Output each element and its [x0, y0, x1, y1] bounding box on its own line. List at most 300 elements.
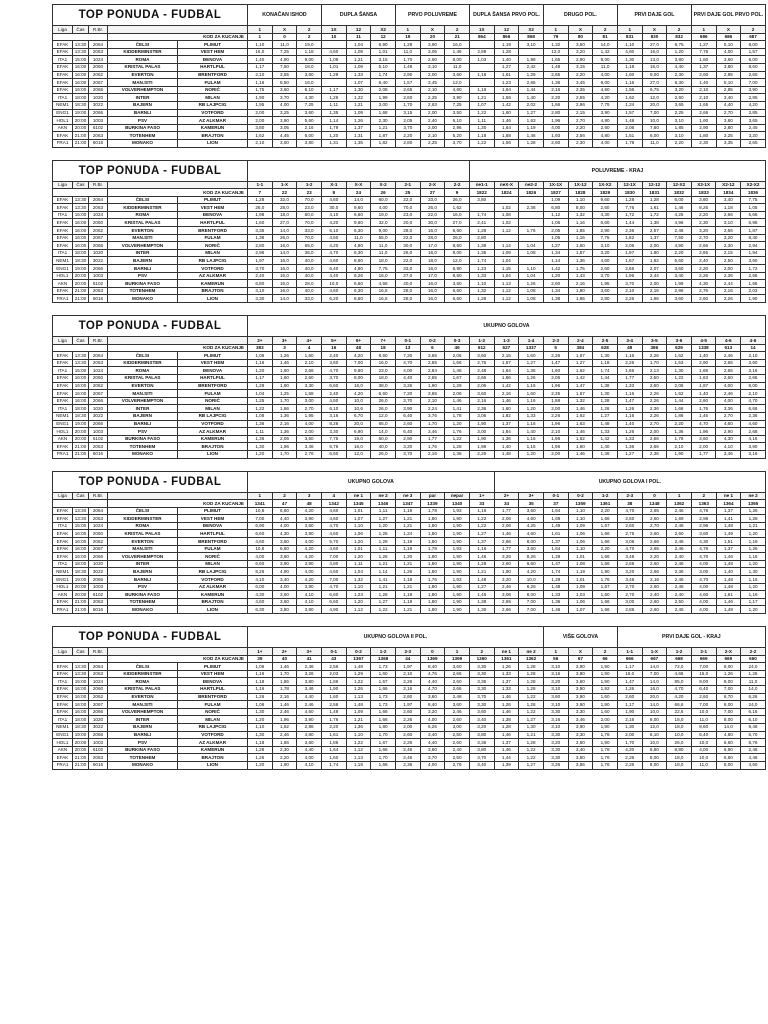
odds-value: 2,00: [543, 405, 568, 413]
match-home-team: BARNLI: [108, 420, 178, 428]
odds-value: 2,60: [716, 374, 741, 382]
bet-code: 1832: [667, 189, 692, 197]
match-time: 13:30: [73, 359, 89, 367]
odds-value: 3,60: [272, 591, 297, 599]
odds-value: 1,90: [445, 583, 470, 591]
odds-value: 3,60: [469, 390, 494, 398]
odds-value: 1,30: [469, 606, 494, 614]
odds-value: 3,10: [543, 685, 568, 693]
odds-value: 1,40: [617, 420, 642, 428]
odds-value: 1,48: [494, 450, 519, 458]
outcome-label: X-1: [321, 181, 346, 189]
odds-value: 1,90: [445, 606, 470, 614]
odds-value: 1,16: [248, 685, 273, 693]
section-title: TOP PONUDA - FUDBAL: [53, 5, 248, 26]
odds-value: 16,0: [272, 272, 297, 280]
odds-value: 3,06: [617, 538, 642, 546]
outcome-label: X: [716, 26, 741, 34]
odds-value: 3,70: [395, 124, 420, 132]
odds-value: 1,06: [248, 701, 273, 709]
odds-value: 3,20: [568, 48, 593, 56]
odds-value: 1,09: [321, 56, 346, 64]
odds-value: 1,96: [543, 443, 568, 451]
odds-value: 14,0: [741, 685, 766, 693]
odds-value: 2,30: [716, 242, 741, 250]
bet-code: 666: [617, 655, 642, 663]
match-time: 13:30: [73, 352, 89, 360]
odds-value: 3,25: [272, 109, 297, 117]
odds-value: 1,96: [543, 117, 568, 125]
odds-value: 6,75: [642, 86, 667, 94]
odds-value: 10,0: [321, 280, 346, 288]
odds-value: 4,20: [297, 553, 322, 561]
bet-code: 3: [272, 344, 297, 352]
odds-value: 1,44: [667, 397, 692, 405]
odds-value: 10,0: [667, 731, 692, 739]
odds-value: 1,33: [346, 71, 371, 79]
match-number: 2062: [89, 71, 108, 79]
odds-value: 1,33: [469, 272, 494, 280]
odds-value: 11,0: [691, 761, 716, 769]
odds-value: 1,74: [469, 257, 494, 265]
odds-value: 3,90: [568, 693, 593, 701]
outcome-label: 2: [445, 26, 470, 34]
odds-value: 3,60: [543, 693, 568, 701]
bet-code: 1346: [371, 500, 396, 508]
match-row: [53, 576, 766, 584]
odds-value: 3,36: [469, 739, 494, 747]
odds-value: 16,0: [445, 211, 470, 219]
odds-value: 2,86: [297, 723, 322, 731]
odds-value: 2,40: [445, 746, 470, 754]
match-league: ЕFAK: [53, 41, 73, 49]
odds-value: 1,80: [420, 530, 445, 538]
odds-value: 4,60: [691, 591, 716, 599]
odds-value: 3,16: [741, 450, 766, 458]
odds-value: 3,30: [297, 382, 322, 390]
match-time: 13:30: [73, 196, 89, 204]
match-number: 6102: [89, 746, 108, 754]
odds-value: 1,90: [593, 568, 618, 576]
outcome-label: ne 2: [371, 492, 396, 500]
match-home-team: BAJERN: [108, 257, 178, 265]
odds-value: 1,21: [346, 716, 371, 724]
odds-value: 3,90: [297, 606, 322, 614]
odds-value: 1,21: [395, 583, 420, 591]
odds-value: 1,29: [544, 553, 569, 561]
odds-value: 1,16: [248, 359, 273, 367]
odds-value: 1,22: [445, 435, 470, 443]
odds-value: 8,26: [248, 568, 273, 576]
odds-value: 2,26: [617, 359, 642, 367]
bet-code: 1337: [519, 344, 544, 352]
odds-value: 12,0: [642, 723, 667, 731]
outcome-label: 2-4: [568, 337, 593, 345]
odds-value: 3,70: [469, 693, 494, 701]
odds-value: 1,06: [568, 538, 593, 546]
odds-value: 2,26: [691, 272, 716, 280]
odds-value: 32,0: [371, 219, 396, 227]
odds-value: 1,64: [544, 545, 569, 553]
header-liga: Liga: [53, 26, 73, 34]
match-row: [53, 507, 766, 515]
match-row: [53, 367, 766, 375]
odds-value: 2,46: [445, 693, 470, 701]
match-home-team: INTER: [108, 716, 178, 724]
odds-value: 1,82: [494, 412, 519, 420]
odds-value: 1,80: [420, 591, 445, 599]
odds-value: 1,08: [248, 412, 273, 420]
odds-value: 4,70: [617, 507, 642, 515]
odds-value: 4,00: [716, 397, 741, 405]
odds-value: 2,24: [420, 405, 445, 413]
odds-value: 4,00: [593, 71, 618, 79]
odds-value: 1,76: [593, 731, 618, 739]
bet-code: 669: [716, 655, 741, 663]
odds-value: 1,03: [469, 56, 494, 64]
match-home-team: BAJERN: [108, 412, 178, 420]
odds-value: 3,00: [617, 598, 642, 606]
bet-code: 37: [544, 500, 569, 508]
odds-value: 1,90: [272, 761, 297, 769]
bet-code: 1834: [716, 189, 741, 197]
odds-value: 1,99: [667, 280, 692, 288]
odds-value: 3,20: [395, 443, 420, 451]
odds-value: 1,80: [420, 583, 445, 591]
odds-value: 4,40: [297, 693, 322, 701]
odds-value: 16,0: [420, 280, 445, 288]
odds-value: 4,76: [691, 507, 716, 515]
odds-value: 65,0: [371, 420, 396, 428]
odds-value: 4,70: [395, 359, 420, 367]
odds-value: 2,65: [420, 374, 445, 382]
match-home-team: PSV: [108, 583, 178, 591]
odds-value: 1,79: [321, 124, 346, 132]
odds-value: 4,60: [321, 530, 346, 538]
odds-value: 1,77: [617, 374, 642, 382]
match-away-team: RB LAJPCIG: [178, 568, 248, 576]
match-away-team: BRENTFORD: [178, 382, 248, 390]
odds-value: 2,20: [667, 139, 692, 147]
odds-value: 1,36: [445, 450, 470, 458]
match-row: [53, 382, 766, 390]
odds-value: 2,20: [667, 249, 692, 257]
odds-value: 1,29: [371, 538, 396, 546]
odds-value: 3,90: [568, 701, 593, 709]
odds-value: 10,0: [346, 397, 371, 405]
odds-value: 1,46: [494, 117, 519, 125]
odds-value: 1,36: [346, 723, 371, 731]
outcome-label: 0: [420, 648, 445, 656]
odds-value: 1,61: [544, 530, 569, 538]
odds-value: [519, 48, 544, 56]
odds-value: 1,17: [617, 701, 642, 709]
odds-value: 1,04: [519, 242, 544, 250]
match-league: ЕFAK: [53, 79, 73, 87]
odds-value: 16,0: [272, 257, 297, 265]
odds-value: 3,60: [420, 693, 445, 701]
odds-value: 26,0: [371, 450, 396, 458]
odds-value: 14,0: [642, 663, 667, 671]
odds-value: 2,16: [642, 576, 667, 584]
match-time: 15:00: [73, 211, 89, 219]
odds-value: 1,62: [568, 412, 593, 420]
odds-value: 1,09: [568, 583, 593, 591]
odds-value: 1,40: [494, 56, 519, 64]
odds-value: 2,60: [691, 295, 716, 303]
odds-value: 1,44: [494, 754, 519, 762]
odds-value: 1,78: [420, 507, 445, 515]
odds-value: 1,33: [494, 685, 519, 693]
odds-value: 11,0: [691, 716, 716, 724]
odds-value: 2,90: [716, 428, 741, 436]
odds-value: 14,0: [371, 428, 396, 436]
odds-value: 2,00: [691, 443, 716, 451]
odds-value: 4,40: [420, 678, 445, 686]
odds-value: 1,77: [420, 435, 445, 443]
match-league: ЕFAK: [53, 352, 73, 360]
match-home-team: EVERTON: [108, 538, 178, 546]
bet-code: 686: [691, 33, 716, 41]
odds-value: 2,96: [667, 287, 692, 295]
odds-value: 4,40: [716, 101, 741, 109]
odds-value: 2,90: [691, 124, 716, 132]
odds-value: 6,10: [321, 405, 346, 413]
odds-value: 3,40: [469, 761, 494, 769]
odds-value: 4,76: [420, 670, 445, 678]
odds-value: 1,70: [371, 754, 396, 762]
odds-value: 2,60: [642, 515, 667, 523]
odds-value: 1,46: [494, 530, 519, 538]
odds-value: 1,28: [593, 397, 618, 405]
odds-value: 1,38: [593, 382, 618, 390]
match-time: 13:30: [73, 48, 89, 56]
bet-code: 38: [617, 500, 642, 508]
match-time: 16:00: [73, 397, 89, 405]
match-row: [53, 693, 766, 701]
odds-value: 1,16: [469, 86, 494, 94]
odds-value: 1,18: [716, 204, 741, 212]
odds-value: 6,90: [716, 746, 741, 754]
odds-value: 3,90: [297, 716, 322, 724]
odds-value: 1,36: [543, 79, 568, 87]
odds-value: 1,68: [691, 367, 716, 375]
odds-value: 1,66: [593, 606, 618, 614]
match-away-team: LION: [178, 761, 248, 769]
match-row: [53, 204, 766, 212]
odds-value: 2,10: [691, 86, 716, 94]
odds-value: 1,27: [593, 412, 618, 420]
outcome-label: 12-1X: [617, 181, 642, 189]
bet-code: 79: [543, 33, 568, 41]
match-number: 2060: [89, 374, 108, 382]
match-away-team: BRAJTON: [178, 754, 248, 762]
odds-value: 1,73: [371, 663, 396, 671]
section-title: TOP PONUDA - FUDBAL: [53, 160, 248, 181]
odds-value: 1,26: [494, 701, 519, 709]
odds-value: 1,04: [248, 390, 273, 398]
odds-value: 2,66: [716, 359, 741, 367]
odds-value: 2,05: [395, 117, 420, 125]
odds-value: 4,20: [346, 390, 371, 398]
odds-value: 33,0: [395, 265, 420, 273]
odds-value: 1,26: [346, 117, 371, 125]
odds-value: 1,04: [346, 41, 371, 49]
odds-value: 1,66: [371, 761, 396, 769]
odds-value: 1,90: [593, 739, 618, 747]
odds-value: 1,96: [642, 295, 667, 303]
odds-value: 1,22: [667, 374, 692, 382]
match-league: ENG1: [53, 109, 73, 117]
odds-value: 3,60: [691, 530, 716, 538]
odds-value: 1,21: [371, 560, 396, 568]
odds-value: 2,56: [716, 227, 741, 235]
odds-value: 3,10: [667, 117, 692, 125]
odds-value: 6,00: [667, 196, 692, 204]
odds-value: 2,65: [741, 71, 766, 79]
odds-value: 3,30: [469, 685, 494, 693]
odds-value: 1,60: [494, 405, 519, 413]
odds-value: 3,20: [420, 708, 445, 716]
odds-value: 1,30: [617, 723, 642, 731]
match-row: [53, 538, 766, 546]
odds-value: 2,57: [642, 227, 667, 235]
odds-value: 3,35: [248, 227, 273, 235]
odds-value: 1,22: [469, 139, 494, 147]
odds-value: 4,00: [297, 754, 322, 762]
odds-value: 3,70: [395, 397, 420, 405]
header-liga: Liga: [53, 492, 73, 500]
odds-value: 6,60: [321, 591, 346, 599]
odds-value: 1,90: [445, 530, 470, 538]
match-number: 2063: [89, 359, 108, 367]
match-away-team: LION: [178, 295, 248, 303]
match-number: 2063: [89, 287, 108, 295]
odds-value: 1,72: [642, 211, 667, 219]
odds-value: 1,46: [272, 663, 297, 671]
odds-value: 1,21: [519, 731, 544, 739]
odds-value: 1,18: [741, 538, 766, 546]
odds-value: 1,80: [420, 568, 445, 576]
odds-value: 1,46: [494, 397, 519, 405]
odds-value: [519, 219, 544, 227]
odds-value: 20,0: [395, 219, 420, 227]
odds-value: 6,76: [321, 443, 346, 451]
match-league: ЕFAK: [53, 63, 73, 71]
odds-value: 3,60: [272, 86, 297, 94]
outcome-label: 2-3: [543, 337, 568, 345]
odds-value: 2,60: [445, 678, 470, 686]
odds-value: 1,16: [519, 420, 544, 428]
odds-value: 1,12: [543, 211, 568, 219]
outcome-label: 4-6: [716, 337, 741, 345]
odds-value: 4,20: [297, 507, 322, 515]
bet-code: 12: [371, 33, 396, 41]
odds-value: 2,60: [617, 515, 642, 523]
match-time: 13:30: [73, 670, 89, 678]
bet-code: 11: [346, 33, 371, 41]
outcome-label: 1-X: [272, 181, 297, 189]
odds-value: 11,0: [445, 63, 470, 71]
match-league: ЕFAK: [53, 670, 73, 678]
odds-table: [52, 160, 766, 304]
odds-value: 1,27: [494, 63, 519, 71]
odds-value: 3,30: [543, 708, 568, 716]
odds-value: 6,75: [667, 41, 692, 49]
odds-value: [494, 234, 519, 242]
outcome-label: 3+: [272, 337, 297, 345]
odds-value: 2,00: [642, 242, 667, 250]
match-away-team: VOTFORD: [178, 731, 248, 739]
odds-value: 1,64: [544, 507, 569, 515]
match-number: 1024: [89, 522, 108, 530]
match-time: 21:00: [73, 287, 89, 295]
header-blank: [108, 337, 248, 345]
outcome-label: 0-2: [568, 492, 593, 500]
odds-value: 2,76: [297, 450, 322, 458]
odds-value: 1,46: [691, 412, 716, 420]
odds-value: 3,10: [667, 132, 692, 140]
odds-value: 2,60: [593, 265, 618, 273]
odds-value: 3,60: [272, 553, 297, 561]
odds-value: 2,63: [420, 101, 445, 109]
odds-value: 3,90: [568, 663, 593, 671]
odds-value: 6,16: [741, 708, 766, 716]
odds-value: 16,0: [445, 41, 470, 49]
odds-value: 2,06: [617, 124, 642, 132]
odds-value: 1,20: [248, 761, 273, 769]
odds-value: 7,00: [691, 663, 716, 671]
odds-value: 1,42: [593, 48, 618, 56]
odds-value: 7,00: [716, 685, 741, 693]
odds-value: 8,50: [272, 79, 297, 87]
odds-value: 5,66: [741, 211, 766, 219]
odds-value: 1,67: [445, 374, 470, 382]
odds-value: 1,05: [543, 234, 568, 242]
odds-value: 6,90: [445, 265, 470, 273]
odds-value: 1,21: [371, 124, 396, 132]
odds-value: 2,40: [321, 352, 346, 360]
match-time: 18:30: [73, 412, 89, 420]
bet-code: 1348: [642, 500, 667, 508]
odds-value: 1,16: [741, 591, 766, 599]
match-row: [53, 86, 766, 94]
odds-value: 1,86: [272, 678, 297, 686]
odds-value: 15,0: [691, 670, 716, 678]
match-away-team: LION: [178, 606, 248, 614]
odds-value: 11,0: [272, 41, 297, 49]
odds-value: 14,0: [642, 701, 667, 709]
match-league: HOL1: [53, 583, 73, 591]
match-league: ENG1: [53, 420, 73, 428]
odds-value: 1,62: [667, 352, 692, 360]
odds-value: 1,27: [617, 450, 642, 458]
match-home-team: VOLVERHEMPTON: [108, 242, 178, 250]
odds-value: 1,12: [346, 606, 371, 614]
outcome-label: 1-3: [494, 337, 519, 345]
odds-value: 1,35: [469, 249, 494, 257]
odds-value: 1,40: [519, 428, 544, 436]
odds-value: 2,96: [691, 522, 716, 530]
outcome-label: 0: [642, 492, 667, 500]
odds-value: 2,56: [321, 663, 346, 671]
odds-value: 1,21: [469, 94, 494, 102]
odds-value: 1,28: [519, 663, 544, 671]
odds-value: 3,15: [371, 56, 396, 64]
odds-value: 26,0: [445, 234, 470, 242]
odds-value: 1,70: [371, 731, 396, 739]
odds-value: 1,27: [469, 583, 494, 591]
